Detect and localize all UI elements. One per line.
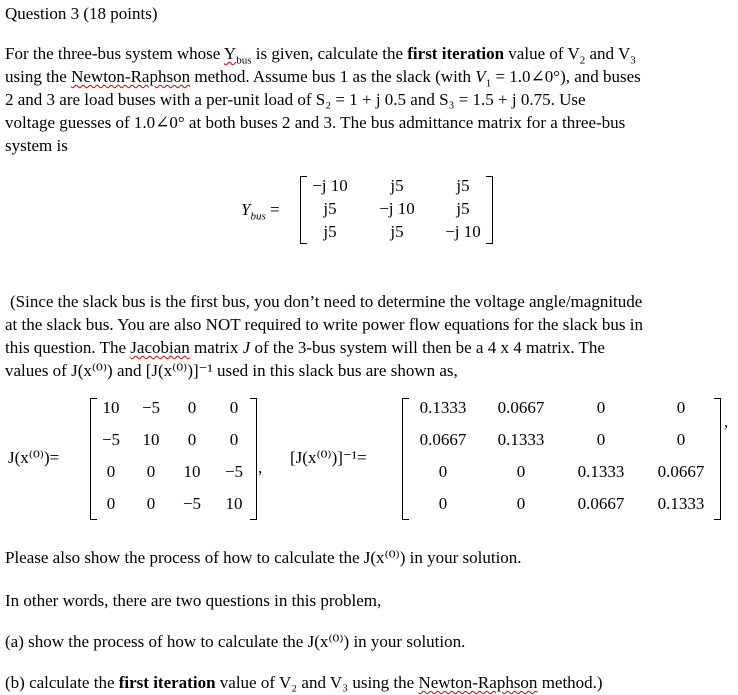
jacobian-cell: 0: [187, 430, 197, 449]
ybus-cell: j5: [323, 222, 337, 241]
note-line-2: at the slack bus. You are also NOT required to write power flow equations for the slack bus in: [5, 315, 643, 334]
jacobian-inverse-cell: 0.1333: [497, 430, 545, 449]
jacobian-inverse-cell: 0: [596, 430, 606, 449]
jacobian-cell: 0: [146, 494, 156, 513]
question-title: Question 3 (18 points): [5, 4, 158, 23]
jacobian-right-bracket: [250, 398, 257, 520]
jacobian-cell: 10: [102, 398, 120, 417]
closing-line-3: (a) show the process of how to calculate the J(x⁽⁰⁾) in your solution.: [5, 632, 466, 651]
jacobian-label: J(x⁽⁰⁾)=: [8, 448, 60, 467]
jacobian-cell: 0: [187, 398, 197, 417]
note-line-1: (Since the slack bus is the first bus, you don’t need to determine the voltage angle/magnitude: [10, 292, 643, 311]
jacobian-inverse-cell: 0: [676, 430, 686, 449]
ybus-cell: j5: [390, 176, 404, 195]
jacobian-inverse-comma: ,: [724, 412, 729, 431]
ybus-cell: −j 10: [445, 222, 481, 241]
ybus-cell: j5: [323, 199, 337, 218]
note-line-3: this question. The Jacobian matrix J of the 3-bus system will then be a 4 x 4 matrix. The: [5, 338, 605, 357]
jacobian-inverse-label: [J(x⁽⁰⁾)]⁻¹=: [290, 448, 367, 467]
intro-line-1: For the three-bus system whose $Y_{bus}$ is given, calculate the first iteration value of $V_2$ and $V_3$: [5, 44, 636, 67]
jacobian-cell: 0: [106, 462, 116, 481]
note-line-4: values of J(x⁽⁰⁾) and [J(x⁽⁰⁾)]⁻¹ used in this slack bus are shown as,: [5, 361, 458, 380]
jacobian-inverse-cell: 0: [438, 494, 448, 513]
jacobian-cell: −5: [224, 462, 244, 481]
closing-line-2: In other words, there are two questions in this problem,: [5, 591, 382, 610]
jacobian-inverse-cell: 0.0667: [657, 462, 705, 481]
ybus-cell: −j 10: [379, 199, 415, 218]
jacobian-inverse-cell: 0: [516, 462, 526, 481]
jacobian-cell: 0: [229, 430, 239, 449]
jacobian-cell: 10: [142, 430, 160, 449]
jacobian-inverse-cell: 0.1333: [657, 494, 705, 513]
intro-line-3: 2 and 3 are load buses with a per-unit load of S₂ = 1 + j 0.5 and S₃ = 1.5 + j 0.75. Use: [5, 90, 586, 109]
ybus-cell: j5: [456, 199, 470, 218]
closing-line-1: Please also show the process of how to calculate the J(x⁽⁰⁾) in your solution.: [5, 548, 522, 567]
ybus-cell: j5: [390, 222, 404, 241]
intro-line-2: using the Newton-Raphson method. Assume bus 1 as the slack (with $V_1$ = 1.0∠0°), and buses: [5, 67, 641, 90]
jacobian-inverse-cell: 0.1333: [419, 398, 467, 417]
jacobian-inverse-cell: 0.0667: [577, 494, 625, 513]
jacobian-inverse-cell: 0: [596, 398, 606, 417]
jacobian-inverse-cell: 0.0667: [419, 430, 467, 449]
jacobian-cell: 0: [229, 398, 239, 417]
intro-line-4: voltage guesses of 1.0∠0° at both buses 2 and 3. The bus admittance matrix for a three-bus: [5, 113, 626, 132]
ybus-cell: j5: [456, 176, 470, 195]
closing-line-4: (b) calculate the first iteration value of V₂ and V₃ using the Newton-Raphson method.): [5, 673, 603, 692]
ybus-label: $Y_{bus}$ =: [241, 200, 280, 223]
jacobian-cell: 0: [106, 494, 116, 513]
jacobian-cell: −5: [101, 430, 121, 449]
jacobian-cell: 10: [183, 462, 201, 481]
jacobian-cell: 10: [225, 494, 243, 513]
jacobian-inverse-cell: 0: [676, 398, 686, 417]
jacobian-inverse-cell: 0: [516, 494, 526, 513]
ybus-cell: −j 10: [312, 176, 348, 195]
jacobian-comma: ,: [258, 458, 263, 477]
jacobian-cell: −5: [182, 494, 202, 513]
intro-line-5: system is: [5, 136, 68, 155]
jacobian-inverse-cell: 0: [438, 462, 448, 481]
jacobian-inverse-cell: 0.0667: [497, 398, 545, 417]
jacobian-cell: −5: [141, 398, 161, 417]
jacobian-cell: 0: [146, 462, 156, 481]
jacobian-inverse-cell: 0.1333: [577, 462, 625, 481]
